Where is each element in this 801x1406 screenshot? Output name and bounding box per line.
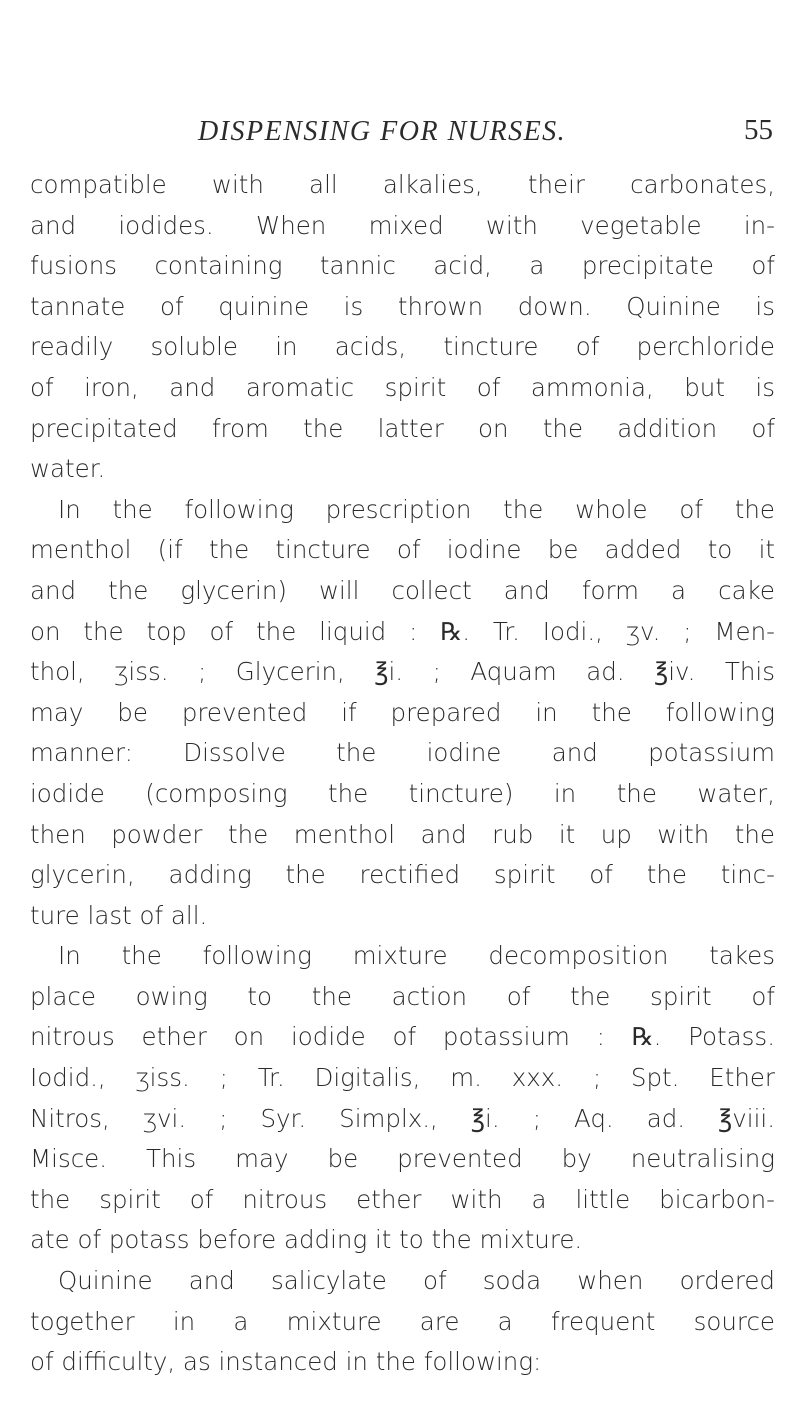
text-line: iodide (composing the tincture) in the water, (30, 778, 775, 808)
text-line: fusions containing tannic acid, a precipitate of (30, 251, 775, 281)
page-number: 55 (744, 114, 773, 146)
text-line: Iodid., ʒiss. ; Tr. Digitalis, m. xxx. ; Spt. Ether (30, 1063, 775, 1093)
text-line: then powder the menthol and rub it up with the (30, 819, 775, 849)
body-text (30, 165, 775, 1383)
text-line: ate of potass before adding it to the mixture. (30, 1225, 583, 1255)
text-line: readily soluble in acids, tincture of perchloride (30, 332, 775, 362)
text-line: compatible with all alkalies, their carbonates, (30, 170, 775, 199)
text-line: Quinine and salicylate of soda when ordered (58, 1266, 775, 1296)
text-line: on the top of the liquid : ℞. Tr. Iodi., ʒv. ; Men- (30, 616, 775, 646)
text-line: menthol (if the tincture of iodine be added to it (30, 535, 775, 565)
text-line: and iodides. When mixed with vegetable in- (30, 210, 775, 240)
text-line: Nitros, ʒvi. ; Syr. Simplx., ℥i. ; Aq. ad. ℥viii. (30, 1103, 775, 1133)
text-line: Misce. This may be prevented by neutralising (30, 1144, 775, 1174)
text-line: In the following prescription the whole of the (58, 494, 775, 524)
text-line: manner: Dissolve the iodine and potassium (30, 738, 775, 768)
text-line: glycerin, adding the rectified spirit of the tinc- (30, 860, 775, 890)
text-line: of iron, and aromatic spirit of ammonia, but is (30, 372, 775, 402)
text-line: tannate of quinine is thrown down. Quinine is (30, 291, 775, 321)
running-head-title: DISPENSING FOR NURSES. (198, 116, 567, 147)
text-line: thol, ʒiss. ; Glycerin, ℥i. ; Aquam ad. ℥iv. This (30, 657, 775, 687)
text-line: the spirit of nitrous ether with a little bicarbon- (30, 1184, 775, 1214)
text-line: and the glycerin) will collect and form a cake (30, 575, 775, 605)
text-line: place owing to the action of the spirit of (30, 981, 775, 1011)
text-line: In the following mixture decomposition takes (58, 941, 775, 971)
text-line: ture last of all. (30, 900, 208, 930)
text-line: of difficulty, as instanced in the following: (30, 1347, 542, 1377)
text-line: together in a mixture are a frequent source (30, 1306, 775, 1336)
text-line: precipitated from the latter on the addition of (30, 413, 775, 443)
text-line: nitrous ether on iodide of potassium : ℞. Potass. (30, 1022, 775, 1052)
text-line: water. (30, 454, 106, 484)
text-line: may be prevented if prepared in the following (30, 697, 775, 727)
